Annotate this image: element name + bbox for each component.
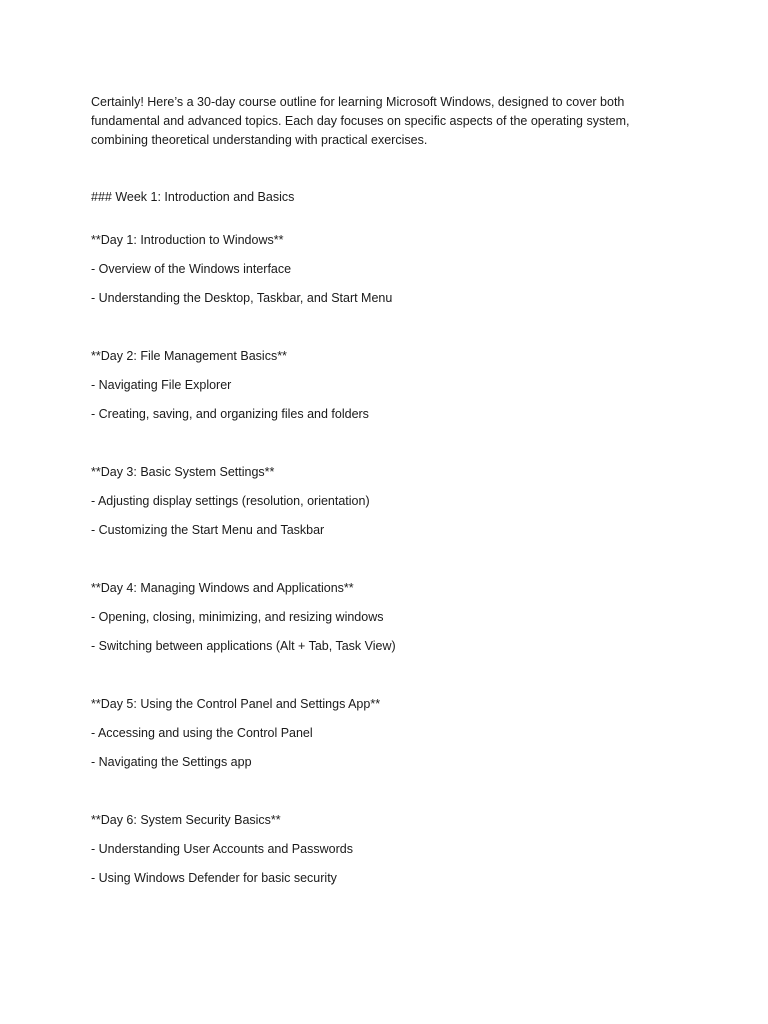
- day-block-4: [91, 579, 651, 666]
- day-title: **Day 1: Introduction to Windows**: [91, 232, 284, 247]
- list-item: - Adjusting display settings (resolution, orientation): [91, 493, 370, 508]
- intro-paragraph: Certainly! Here’s a 30-day course outline for learning Microsoft Windows, designed to cover both fundamental and advanced topics. Each day focuses on specific aspects of the operating system, combining theoretical understanding with practical exercises.: [91, 95, 630, 147]
- list-item: - Customizing the Start Menu and Taskbar: [91, 522, 325, 537]
- day-title: **Day 3: Basic System Settings**: [91, 464, 275, 479]
- list-item: - Switching between applications (Alt + Tab, Task View): [91, 638, 396, 653]
- day-block-3: [91, 463, 651, 550]
- day-title: **Day 4: Managing Windows and Applications**: [91, 580, 354, 595]
- day-title: **Day 2: File Management Basics**: [91, 348, 287, 363]
- day-title: **Day 5: Using the Control Panel and Settings App**: [91, 696, 381, 711]
- day-block-1: [91, 231, 651, 318]
- week-heading: ### Week 1: Introduction and Basics: [91, 190, 295, 204]
- document-content: [91, 93, 651, 898]
- day-block-6: [91, 811, 651, 898]
- list-item: - Using Windows Defender for basic security: [91, 870, 337, 885]
- day-block-5: [91, 695, 651, 782]
- day-title: **Day 6: System Security Basics**: [91, 812, 281, 827]
- list-item: - Creating, saving, and organizing files and folders: [91, 406, 369, 421]
- list-item: - Overview of the Windows interface: [91, 261, 292, 276]
- list-item: - Understanding the Desktop, Taskbar, and Start Menu: [91, 290, 393, 305]
- list-item: - Understanding User Accounts and Passwords: [91, 841, 353, 856]
- list-item: - Navigating File Explorer: [91, 377, 232, 392]
- list-item: - Accessing and using the Control Panel: [91, 725, 313, 740]
- day-block-2: [91, 347, 651, 434]
- list-item: - Navigating the Settings app: [91, 754, 252, 769]
- list-item: - Opening, closing, minimizing, and resizing windows: [91, 609, 384, 624]
